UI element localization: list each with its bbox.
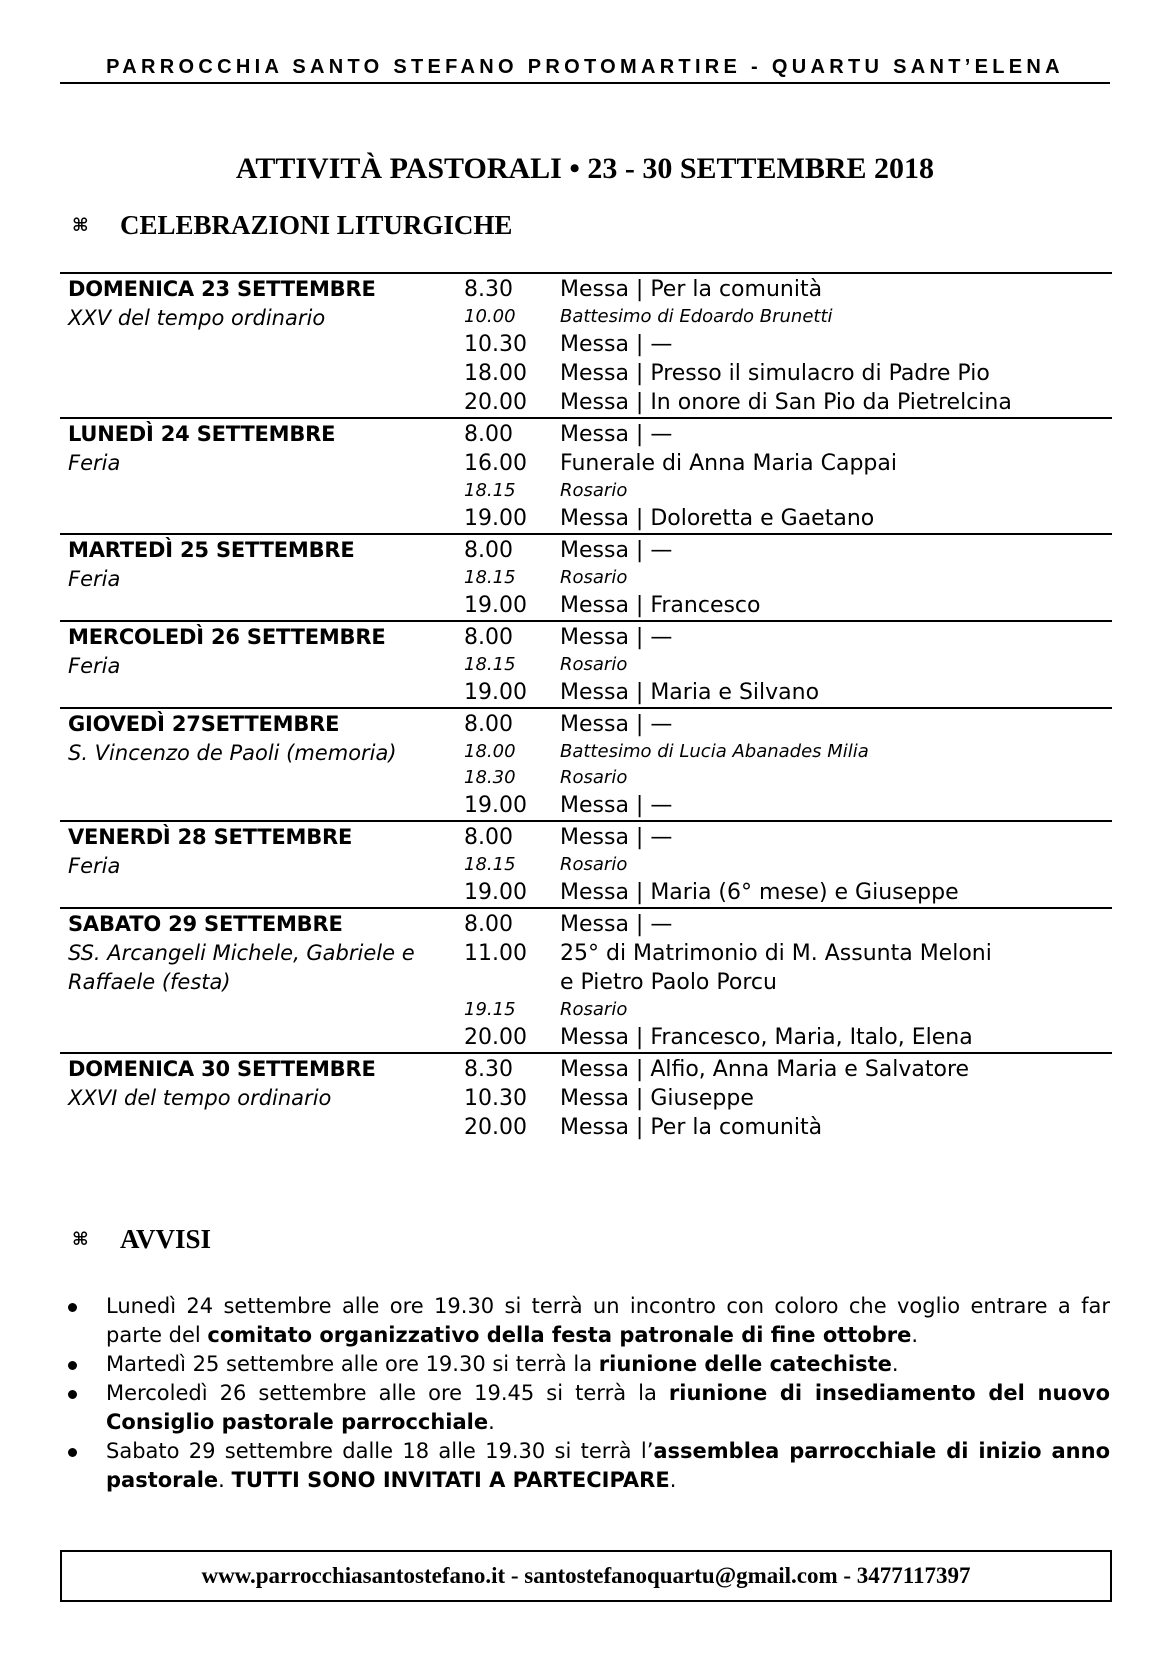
day-liturgical-note: Raffaele (festa) xyxy=(68,970,231,994)
notice-item xyxy=(62,1437,1110,1495)
ornament-bullet-icon: ⌘ xyxy=(72,215,89,235)
day-info xyxy=(60,536,464,620)
day-name: DOMENICA 23 SETTEMBRE xyxy=(68,277,376,301)
day-info xyxy=(60,420,464,533)
day-info xyxy=(60,1055,464,1142)
event-time: 8.00 xyxy=(464,625,513,650)
event-row xyxy=(464,765,1112,791)
event-time: 19.00 xyxy=(464,793,527,818)
event-time: 19.00 xyxy=(464,680,527,705)
event-time: 19.00 xyxy=(464,506,527,531)
event-time: 18.15 xyxy=(464,480,516,501)
day-name: MARTEDÌ 25 SETTEMBRE xyxy=(68,538,355,562)
bullet-dot-icon xyxy=(68,1448,77,1457)
day-name: LUNEDÌ 24 SETTEMBRE xyxy=(68,422,336,446)
event-row xyxy=(464,591,1112,620)
day-name: DOMENICA 30 SETTEMBRE xyxy=(68,1057,376,1081)
event-row xyxy=(464,1055,1112,1084)
event-time: 18.00 xyxy=(464,361,527,386)
day-info xyxy=(60,623,464,707)
event-time: 8.30 xyxy=(464,277,513,302)
event-time: 20.00 xyxy=(464,1025,527,1050)
event-time: 8.00 xyxy=(464,538,513,563)
event-time: 10.30 xyxy=(464,1086,527,1111)
day-block xyxy=(60,707,1112,820)
day-info xyxy=(60,710,464,820)
day-block xyxy=(60,620,1112,707)
event-time: 18.30 xyxy=(464,767,516,788)
bullet-dot-icon xyxy=(68,1390,77,1399)
day-events xyxy=(464,823,1112,907)
event-row xyxy=(464,359,1112,388)
notice-text: . xyxy=(488,1410,495,1434)
event-row xyxy=(464,1113,1112,1142)
event-description: Rosario xyxy=(560,480,628,501)
event-description: Messa | — xyxy=(560,712,673,737)
notice-item xyxy=(62,1350,1110,1379)
notice-text: . xyxy=(218,1468,232,1492)
section-avvisi-heading xyxy=(72,1224,211,1255)
day-liturgical-note: Feria xyxy=(68,451,121,475)
event-time: 20.00 xyxy=(464,1115,527,1140)
day-name: MERCOLEDÌ 26 SETTEMBRE xyxy=(68,625,386,649)
event-description: Messa | Francesco, Maria, Italo, Elena xyxy=(560,1025,973,1050)
event-description: Battesimo di Lucia Abanades Milia xyxy=(560,741,869,762)
notice-text: . xyxy=(669,1468,677,1492)
event-description: Funerale di Anna Maria Cappai xyxy=(560,451,897,476)
event-description: Messa | — xyxy=(560,625,673,650)
day-block xyxy=(60,533,1112,620)
notice-text: . xyxy=(911,1323,919,1347)
event-row xyxy=(464,623,1112,652)
bullet-dot-icon xyxy=(68,1361,77,1370)
event-description: Rosario xyxy=(560,567,628,588)
day-info xyxy=(60,275,464,417)
day-info xyxy=(60,823,464,907)
day-liturgical-note: Feria xyxy=(68,854,121,878)
event-description: Rosario xyxy=(560,999,628,1020)
event-description: e Pietro Paolo Porcu xyxy=(560,970,777,995)
event-row xyxy=(464,275,1112,304)
parish-header: PARROCCHIA SANTO STEFANO PROTOMARTIRE - QUARTU SANT’ELENA xyxy=(60,56,1110,84)
ornament-bullet-icon: ⌘ xyxy=(72,1229,89,1249)
event-description: Messa | — xyxy=(560,793,673,818)
event-description: Messa | Maria (6° mese) e Giuseppe xyxy=(560,880,959,905)
event-description: Messa | — xyxy=(560,825,673,850)
event-row xyxy=(464,910,1112,939)
event-description: Messa | Per la comunità xyxy=(560,277,823,302)
day-block xyxy=(60,272,1112,417)
event-description: Messa | Francesco xyxy=(560,593,761,618)
event-time: 19.00 xyxy=(464,880,527,905)
event-row xyxy=(464,739,1112,765)
event-row xyxy=(464,652,1112,678)
page-title: ATTIVITÀ PASTORALI • 23 - 30 SETTEMBRE 2018 xyxy=(235,152,935,185)
day-info xyxy=(60,910,464,1052)
event-description: Messa | Giuseppe xyxy=(560,1086,754,1111)
notice-item xyxy=(62,1292,1110,1350)
day-liturgical-note: XXV del tempo ordinario xyxy=(68,306,326,330)
event-time: 18.00 xyxy=(464,741,516,762)
event-time xyxy=(464,968,560,997)
notice-highlight: TUTTI SONO INVITATI A PARTECIPARE xyxy=(231,1468,670,1492)
bullet-dot-icon xyxy=(68,1303,77,1312)
section-celebrazioni-heading xyxy=(72,210,512,241)
event-time: 18.15 xyxy=(464,854,516,875)
footer-contacts: www.parrocchiasantostefano.it - santostefanoquartu@gmail.com - 3477117397 xyxy=(60,1550,1112,1602)
day-events xyxy=(464,623,1112,707)
event-time: 19.00 xyxy=(464,593,527,618)
day-block xyxy=(60,907,1112,1052)
liturgical-schedule xyxy=(60,272,1112,1142)
event-row xyxy=(464,330,1112,359)
day-events xyxy=(464,420,1112,533)
event-row xyxy=(464,852,1112,878)
event-time: 18.15 xyxy=(464,654,516,675)
event-description: Messa | — xyxy=(560,422,673,447)
event-time: 10.00 xyxy=(464,306,516,327)
event-time: 16.00 xyxy=(464,451,527,476)
event-description: Messa | Maria e Silvano xyxy=(560,680,820,705)
event-time: 18.15 xyxy=(464,567,516,588)
event-row xyxy=(464,388,1112,417)
day-block xyxy=(60,1052,1112,1142)
event-time: 8.00 xyxy=(464,712,513,737)
event-time: 8.30 xyxy=(464,1057,513,1082)
section-avvisi-label: AVVISI xyxy=(120,1224,212,1254)
day-events xyxy=(464,536,1112,620)
notices-list xyxy=(62,1292,1110,1495)
event-row xyxy=(464,1023,1112,1052)
event-description: Messa | Per la comunità xyxy=(560,1115,823,1140)
event-row xyxy=(464,791,1112,820)
event-row xyxy=(464,710,1112,739)
event-description: Messa | Alfio, Anna Maria e Salvatore xyxy=(560,1057,970,1082)
event-description: Messa | Doloretta e Gaetano xyxy=(560,506,875,531)
event-description: Rosario xyxy=(560,654,628,675)
day-name: SABATO 29 SETTEMBRE xyxy=(68,912,343,936)
day-liturgical-note: S. Vincenzo de Paoli (memoria) xyxy=(68,741,397,765)
day-events xyxy=(464,1055,1112,1142)
event-row xyxy=(464,565,1112,591)
day-name: GIOVEDÌ 27SETTEMBRE xyxy=(68,712,340,736)
event-row xyxy=(464,449,1112,478)
event-time: 8.00 xyxy=(464,422,513,447)
notice-text: . xyxy=(891,1352,899,1376)
event-description: Rosario xyxy=(560,854,628,875)
event-row xyxy=(464,997,1112,1023)
event-description: Messa | — xyxy=(560,332,673,357)
event-description: 25° di Matrimonio di M. Assunta Meloni xyxy=(560,941,992,966)
event-description: Messa | — xyxy=(560,538,673,563)
event-row xyxy=(464,478,1112,504)
event-time: 11.00 xyxy=(464,941,527,966)
day-liturgical-note: XXVI del tempo ordinario xyxy=(68,1086,332,1110)
event-time: 8.00 xyxy=(464,912,513,937)
event-time: 20.00 xyxy=(464,390,527,415)
event-row xyxy=(464,678,1112,707)
event-row xyxy=(464,504,1112,533)
event-description: Messa | In onore di San Pio da Pietrelcina xyxy=(560,390,1012,415)
day-events xyxy=(464,275,1112,417)
notice-highlight: comitato organizzativo della festa patronale di fine ottobre xyxy=(207,1323,912,1347)
notice-highlight: assemblea parrocchiale di inizio anno pastorale xyxy=(106,1439,1111,1492)
day-events xyxy=(464,910,1112,1052)
event-row xyxy=(464,878,1112,907)
event-description: Rosario xyxy=(560,767,628,788)
notice-text: Lunedì 24 settembre alle ore 19.30 si terrà un incontro con coloro che voglio entrare a far parte del xyxy=(106,1294,1110,1347)
event-row xyxy=(464,968,1112,997)
event-row xyxy=(464,939,1112,968)
day-liturgical-note: SS. Arcangeli Michele, Gabriele e xyxy=(68,941,415,965)
event-description: Battesimo di Edoardo Brunetti xyxy=(560,306,833,327)
event-description: Messa | Presso il simulacro di Padre Pio xyxy=(560,361,990,386)
event-time: 19.15 xyxy=(464,999,516,1020)
event-row xyxy=(464,1084,1112,1113)
event-description: Messa | — xyxy=(560,912,673,937)
day-block xyxy=(60,820,1112,907)
day-name: VENERDÌ 28 SETTEMBRE xyxy=(68,825,353,849)
notice-highlight: riunione delle catechiste xyxy=(598,1352,892,1376)
event-time: 8.00 xyxy=(464,825,513,850)
event-time: 10.30 xyxy=(464,332,527,357)
notice-text: Martedì 25 settembre alle ore 19.30 si terrà la xyxy=(106,1352,599,1376)
day-liturgical-note: Feria xyxy=(68,654,121,678)
day-liturgical-note: Feria xyxy=(68,567,121,591)
event-row xyxy=(464,823,1112,852)
notice-text: Sabato 29 settembre dalle 18 alle 19.30 si terrà l’ xyxy=(106,1439,654,1463)
notice-text: Mercoledì 26 settembre alle ore 19.45 si terrà la xyxy=(106,1381,669,1405)
event-row xyxy=(464,536,1112,565)
notice-highlight: riunione di insediamento del nuovo Consiglio pastorale parrocchiale xyxy=(106,1381,1110,1434)
notice-item xyxy=(62,1379,1110,1437)
event-row xyxy=(464,304,1112,330)
day-block xyxy=(60,417,1112,533)
day-events xyxy=(464,710,1112,820)
section-celebrazioni-label: CELEBRAZIONI LITURGICHE xyxy=(120,210,513,240)
event-row xyxy=(464,420,1112,449)
